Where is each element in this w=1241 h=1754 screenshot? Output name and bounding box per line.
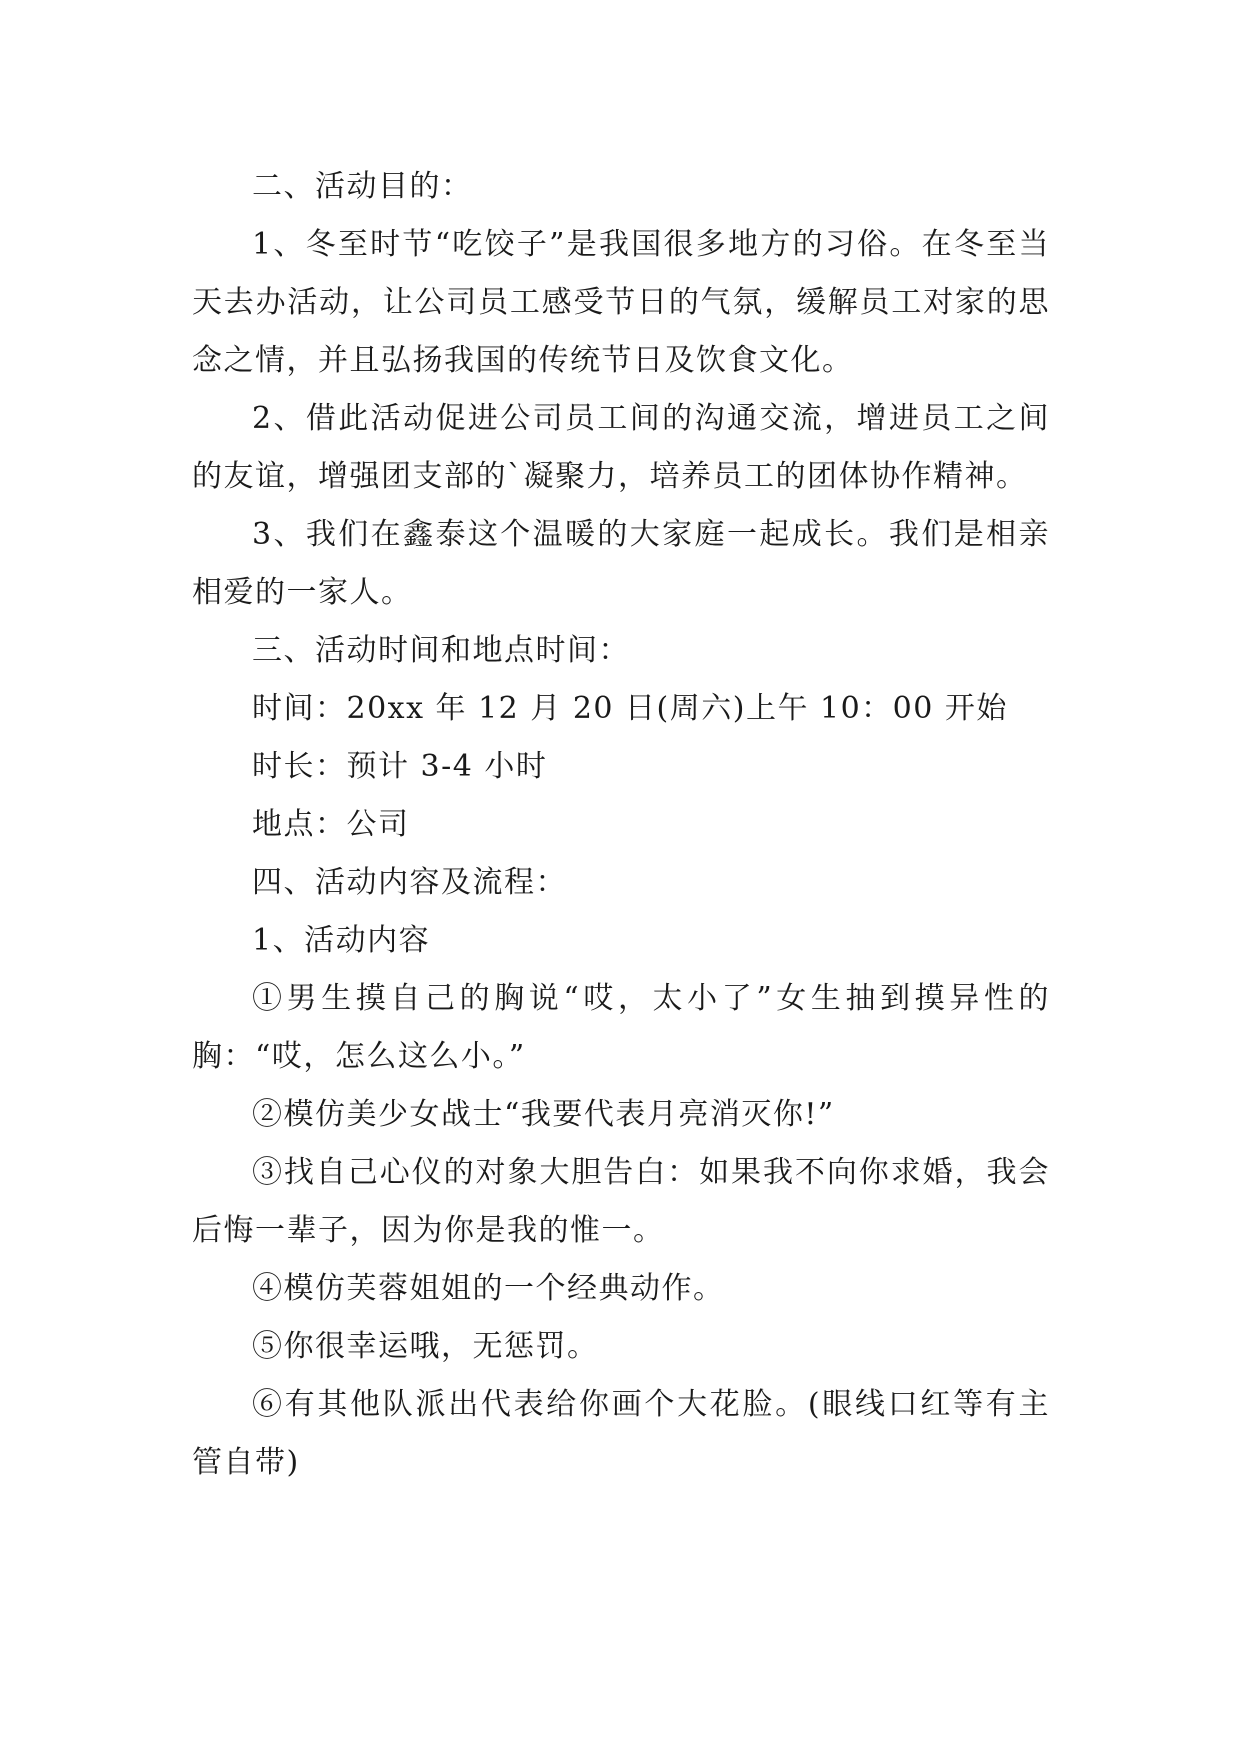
content-item-1: ①男生摸自己的胸说“哎，太小了”女生抽到摸异性的胸：“哎，怎么这么小。”: [192, 981, 1050, 1074]
purpose-item-1: 1、冬至时节“吃饺子”是我国很多地方的习俗。在冬至当天去办活动，让公司员工感受节日的气氛，缓解员工对家的思念之情，并且弘扬我国的传统节日及饮食文化。: [192, 227, 1050, 378]
purpose-item-2: 2、借此活动促进公司员工间的沟通交流，增进员工之间的友谊，增强团支部的`凝聚力，培养员工的团体协作精神。: [192, 401, 1050, 494]
content-item-2: ②模仿美少女战士“我要代表月亮消灭你!”: [252, 1097, 835, 1132]
content-item-4: ④模仿芙蓉姐姐的一个经典动作。: [252, 1271, 725, 1306]
event-time: 时间：20xx 年 12 月 20 日(周六)上午 10：00 开始: [252, 691, 1008, 726]
content-item-3: ③找自己心仪的对象大胆告白：如果我不向你求婚，我会后悔一辈子，因为你是我的惟一。: [192, 1155, 1050, 1248]
section-heading-purpose: 二、活动目的：: [252, 169, 473, 204]
event-location: 地点：公司: [252, 807, 410, 842]
section-heading-time-place: 三、活动时间和地点时间：: [252, 633, 630, 668]
content-item-6: ⑥有其他队派出代表给你画个大花脸。(眼线口红等有主管自带): [192, 1387, 1050, 1480]
subsection-heading-content: 1、活动内容: [252, 923, 431, 958]
content-item-5: ⑤你很幸运哦，无惩罚。: [252, 1329, 599, 1364]
event-duration: 时长：预计 3-4 小时: [252, 749, 548, 784]
purpose-item-3: 3、我们在鑫泰这个温暖的大家庭一起成长。我们是相亲相爱的一家人。: [192, 517, 1050, 610]
document-body: [192, 158, 1050, 1492]
section-heading-content: 四、活动内容及流程：: [252, 865, 567, 900]
